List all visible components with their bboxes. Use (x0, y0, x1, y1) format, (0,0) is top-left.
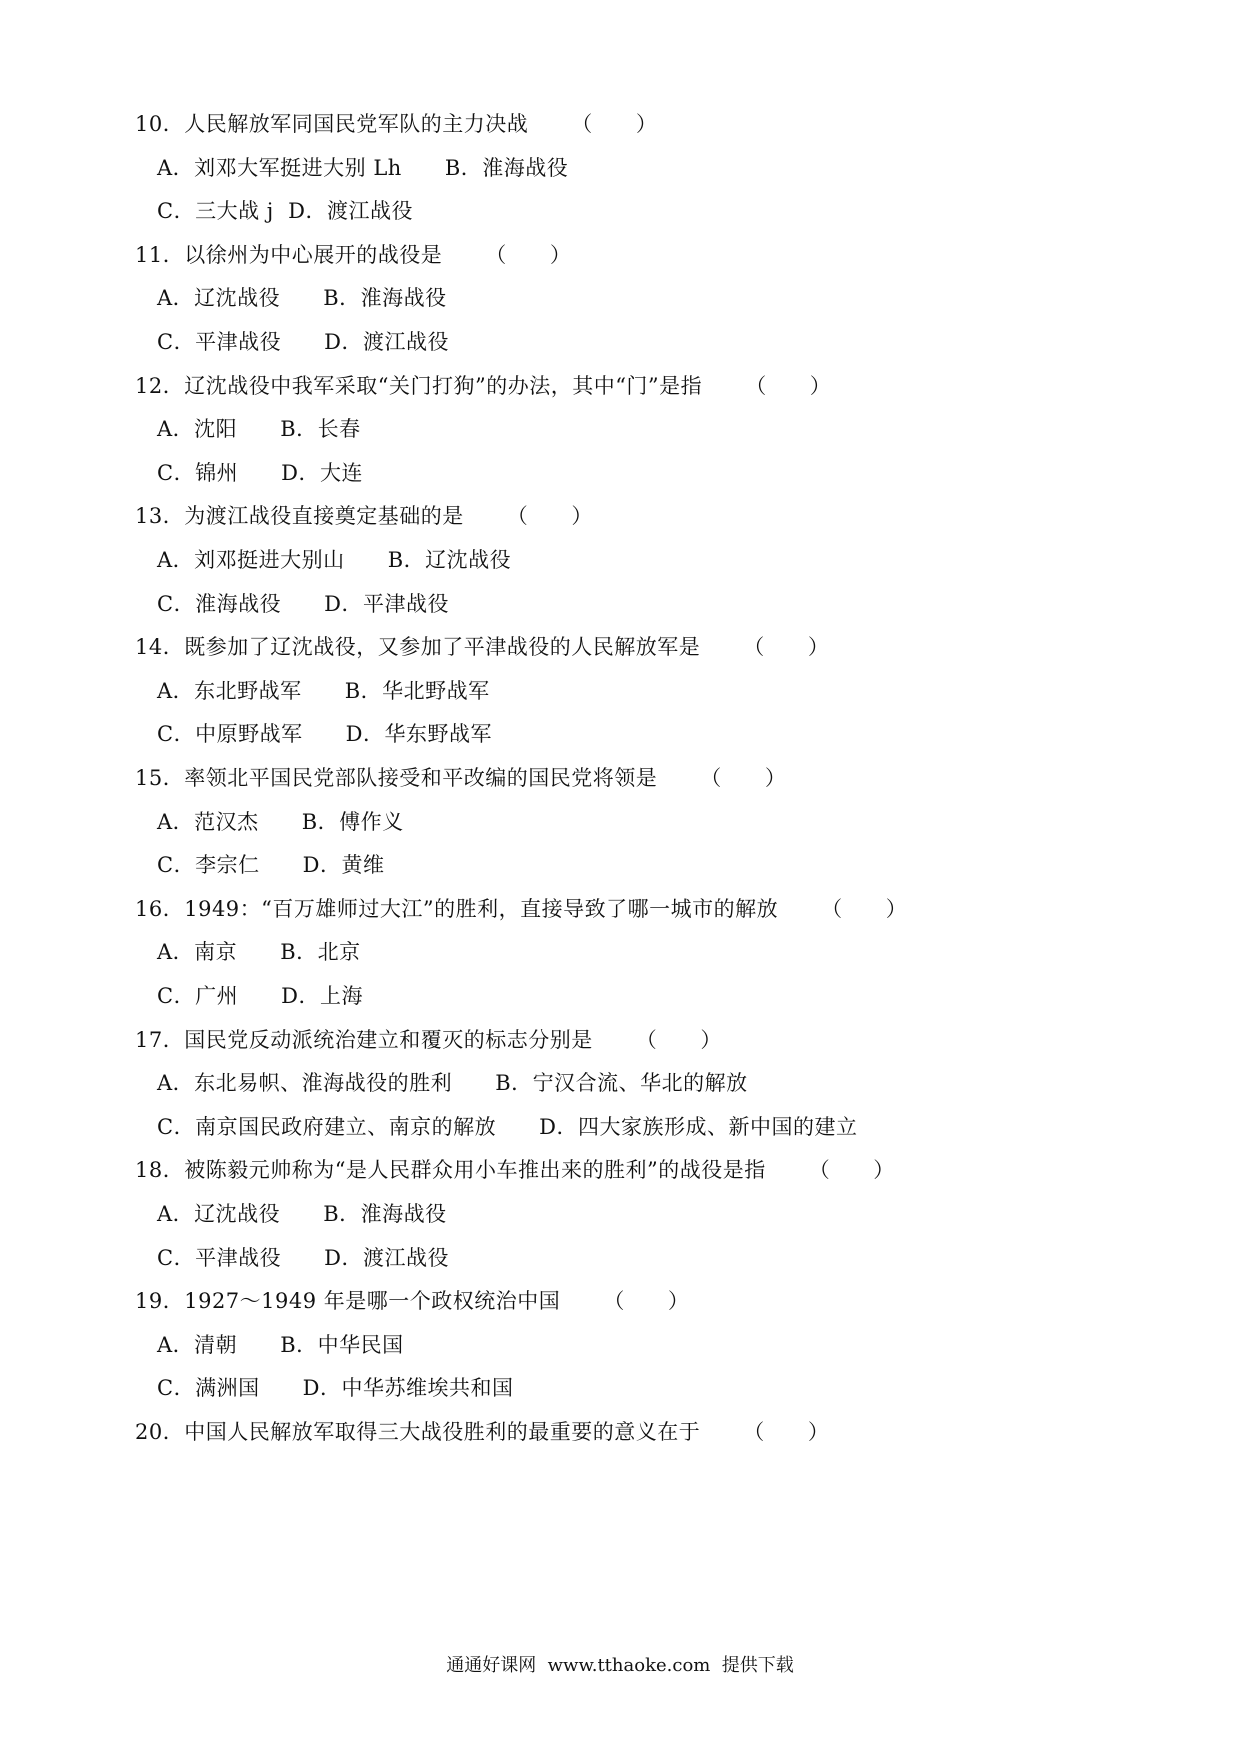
question-options: A．辽沈战役 B．淮海战役 (157, 286, 447, 311)
question-stem: 19．1927～1949 年是哪一个政权统治中国 （ ） (135, 1289, 690, 1314)
question-stem: 11．以徐州为中心展开的战役是 （ ） (135, 242, 572, 267)
question-options: C．淮海战役 D．平津战役 (157, 591, 449, 616)
question-options: A．东北易帜、淮海战役的胜利 B．宁汉合流、华北的解放 (157, 1071, 748, 1096)
question-stem: 12．辽沈战役中我军采取“关门打狗”的办法，其中“门”是指 （ ） (135, 373, 832, 398)
question-stem: 14．既参加了辽沈战役，又参加了平津战役的人民解放军是 （ ） (135, 635, 830, 660)
question-stem: 13．为渡江战役直接奠定基础的是 （ ） (135, 504, 593, 529)
question-options: C．满洲国 D．中华苏维埃共和国 (157, 1376, 514, 1401)
question-options: A．南京 B．北京 (157, 940, 361, 965)
question-stem: 15．率领北平国民党部队接受和平改编的国民党将领是 （ ） (135, 766, 787, 790)
question-stem: 18．被陈毅元帅称为“是人民群众用小车推出来的胜利”的战役是指 （ ） (135, 1158, 895, 1183)
question-options: C．中原野战军 D．华东野战军 (157, 722, 492, 747)
question-stem: 10．人民解放军同国民党军队的主力决战 （ ） (135, 112, 658, 136)
question-options: C．广州 D．上海 (157, 984, 363, 1008)
question-options: A．辽沈战役 B．淮海战役 (157, 1202, 447, 1226)
question-options: A．东北野战军 B．华北野战军 (157, 678, 490, 703)
question-options: C．锦州 D．大连 (157, 460, 363, 485)
question-stem: 16．1949：“百万雄师过大江”的胜利，直接导致了哪一城市的解放 （ ） (135, 896, 908, 921)
question-options: A．刘邓挺进大别山 B．辽沈战役 (157, 548, 512, 572)
question-options: C．平津战役 D．渡江战役 (157, 1245, 449, 1270)
question-options: C．李宗仁 D．黄维 (157, 853, 385, 878)
question-options: A．清朝 B．中华民国 (157, 1332, 404, 1357)
question-options: A．范汉杰 B．傅作义 (157, 809, 404, 834)
question-options: A．刘邓大军挺进大别 Lh B．淮海战役 (157, 155, 569, 180)
question-options: A．沈阳 B．长春 (157, 417, 361, 442)
page-footer: 通通好课网 www.tthaoke.com 提供下载 (446, 1655, 794, 1676)
question-stem: 20．中国人民解放军取得三大战役胜利的最重要的意义在于 （ ） (135, 1420, 830, 1444)
question-options: C．南京国民政府建立、南京的解放 D．四大家族形成、新中国的建立 (157, 1114, 858, 1139)
question-options: C．三大战 j D．渡江战役 (157, 199, 413, 224)
question-options: C．平津战役 D．渡江战役 (157, 330, 449, 354)
question-stem: 17．国民党反动派统治建立和覆灭的标志分别是 （ ） (135, 1027, 722, 1052)
